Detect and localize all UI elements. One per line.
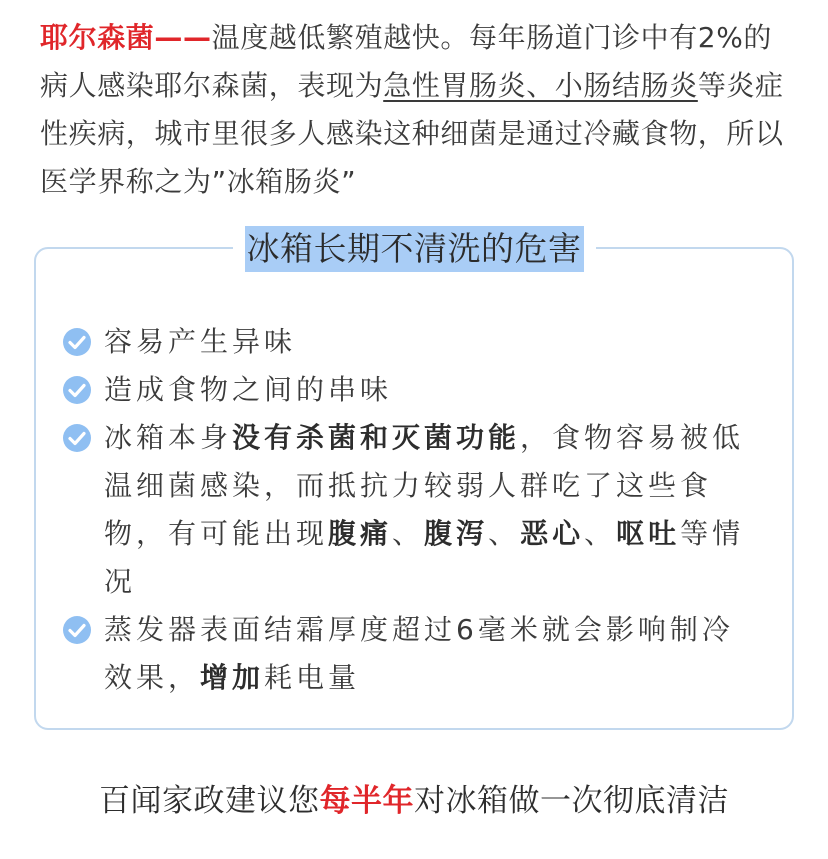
bold-phrase: 没有杀菌和灭菌功能 xyxy=(232,421,521,454)
bold-symptom: 腹泻 xyxy=(424,517,489,550)
bold-symptom: 腹痛 xyxy=(328,517,393,550)
bold-symptom: 恶心 xyxy=(520,517,585,550)
footer-text-post: 对冰箱做一次彻底清洁 xyxy=(414,783,729,819)
hazard-list xyxy=(62,318,762,702)
bold-phrase: 增加 xyxy=(200,661,265,694)
footer-highlight: 每半年 xyxy=(319,783,414,819)
check-circle-icon xyxy=(62,423,92,453)
separator: 、 xyxy=(488,517,521,550)
intro-text-1: 温度越低繁殖越快。每年肠道门诊中有2%的病人感染耶尔森菌，表现为 xyxy=(40,21,773,102)
list-item xyxy=(62,606,762,702)
card-title: 冰箱长期不清洗的危害 xyxy=(245,226,584,272)
footer-text-pre: 百闻家政建议您 xyxy=(99,783,320,819)
separator: 、 xyxy=(584,517,617,550)
title-dash: —— xyxy=(154,21,212,54)
list-item xyxy=(62,318,762,366)
intro-paragraph xyxy=(40,14,792,206)
separator: 、 xyxy=(392,517,425,550)
card-title-gap xyxy=(233,226,596,272)
list-item-text: ，食物容易被低温细菌感染，而抵抗力较弱人群吃了这些食物，有可能出现 xyxy=(104,421,745,550)
list-item xyxy=(62,366,762,414)
list-item-text: 容易产生异味 xyxy=(104,325,297,358)
intro-underlined-link[interactable]: 急性胃肠炎、小肠结肠炎 xyxy=(383,69,698,102)
check-circle-icon xyxy=(62,615,92,645)
check-circle-icon xyxy=(62,375,92,405)
bacteria-name: 耶尔森菌 xyxy=(40,21,155,54)
bold-symptom: 呕吐 xyxy=(616,517,681,550)
list-item-text: 造成食物之间的串味 xyxy=(104,373,393,406)
card-title-wrap xyxy=(0,226,828,272)
list-item xyxy=(62,414,762,606)
check-circle-icon xyxy=(62,327,92,357)
list-item-text: 冰箱本身 xyxy=(104,421,233,454)
list-item-text: 等情况 xyxy=(104,517,745,598)
list-item-text: 耗电量 xyxy=(264,661,361,694)
list-item-text: 蒸发器表面结霜厚度超过6毫米就会影响制冷效果， xyxy=(104,613,734,694)
footer-recommendation xyxy=(0,778,828,824)
intro-text-2: 等炎症性疾病，城市里很多人感染这种细菌是通过冷藏食物，所以医学界称之为”冰箱肠炎” xyxy=(40,69,784,198)
